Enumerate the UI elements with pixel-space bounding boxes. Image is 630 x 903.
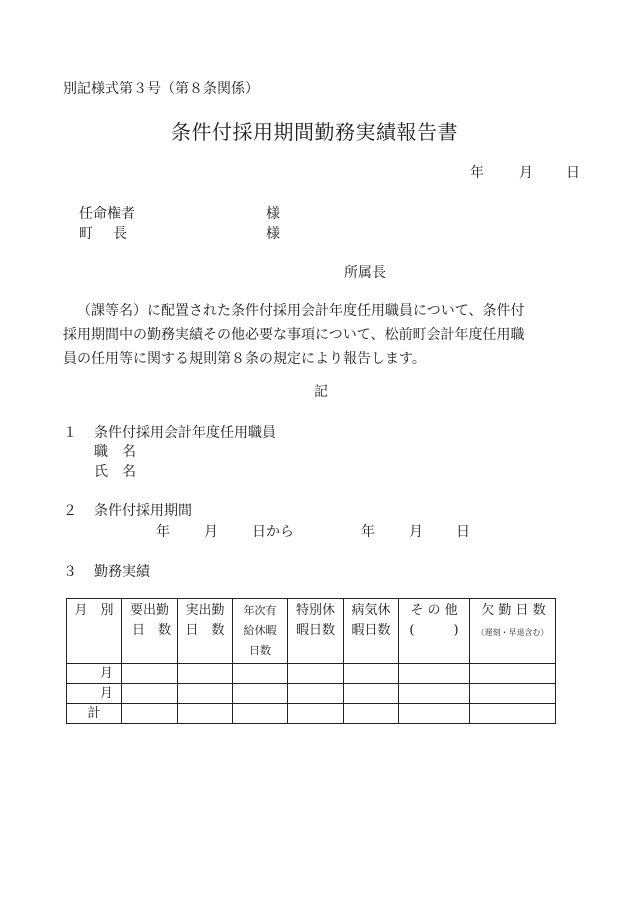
header-other-line1: そ の 他: [410, 603, 458, 618]
date-year-label: 年: [470, 165, 484, 181]
period-to-month: 月: [409, 524, 423, 540]
cell-special-leave: [288, 664, 344, 684]
cell-sick-leave: [344, 664, 399, 684]
section-3-heading: 勤務実績: [94, 564, 150, 580]
header-special-leave-line1: 特別休: [295, 603, 335, 618]
header-absence-line2: （遅刻・早退含む）: [476, 628, 549, 637]
header-required-days: [122, 599, 178, 664]
addressee-appointer: 任命権者: [79, 206, 135, 222]
row-total-label: 計: [67, 704, 122, 724]
cell-absence: [470, 704, 556, 724]
period-from-year: 年: [156, 524, 170, 540]
header-other: [399, 599, 470, 664]
header-actual-days-line1: 実出勤: [185, 603, 225, 618]
table-row: [67, 664, 556, 684]
period-to-day: 日: [456, 524, 470, 540]
section-1-number: １: [63, 425, 77, 441]
period-from-day: 日から: [252, 524, 294, 540]
header-annual-leave-line3: 日数: [249, 644, 271, 657]
cell-actual-days: [178, 684, 233, 704]
header-absence: [470, 599, 556, 664]
cell-actual-days: [178, 664, 233, 684]
cell-required-days: [122, 704, 178, 724]
period-to-year: 年: [361, 524, 375, 540]
cell-absence: [470, 684, 556, 704]
header-required-days-line1: 要出勤: [129, 603, 169, 618]
cell-special-leave: [288, 684, 344, 704]
cell-annual-leave: [233, 704, 288, 724]
section-3-number: ３: [63, 564, 77, 580]
page-title: 条件付採用期間勤務実績報告書: [171, 120, 458, 144]
work-record-table: [66, 598, 556, 724]
cell-other: [399, 704, 470, 724]
form-number: 別記様式第３号（第８条関係）: [63, 81, 259, 97]
section-1-heading: 条件付採用会計年度任用職員: [94, 425, 276, 441]
section-2-heading: 条件付採用期間: [94, 503, 192, 519]
header-sick-leave-line2: 暇日数: [351, 623, 391, 638]
cell-other: [399, 664, 470, 684]
cell-absence: [470, 664, 556, 684]
addressee-mayor-honorific: 様: [266, 226, 280, 242]
row-month-label: 月: [67, 664, 122, 684]
cell-sick-leave: [344, 684, 399, 704]
header-special-leave: [288, 599, 344, 664]
cell-sick-leave: [344, 704, 399, 724]
header-required-days-line2: 日 数: [131, 623, 171, 638]
date-month-label: 月: [519, 165, 533, 181]
cell-annual-leave: [233, 664, 288, 684]
header-sick-leave: [344, 599, 399, 664]
addressee-appointer-honorific: 様: [266, 206, 280, 222]
table-row: [67, 684, 556, 704]
cell-actual-days: [178, 704, 233, 724]
header-month: [67, 599, 122, 664]
cell-special-leave: [288, 704, 344, 724]
header-special-leave-line2: 暇日数: [295, 623, 335, 638]
name-label: 氏 名: [94, 464, 136, 480]
header-other-line2: ( ): [409, 623, 459, 638]
body-line: （課等名）に配置された条件付採用会計年度任用職員について、条件付: [77, 303, 525, 319]
period-from-month: 月: [204, 524, 218, 540]
body-line: 採用期間中の勤務実績その他必要な事項について、松前町会計年度任用職: [63, 327, 525, 343]
header-annual-leave-line1: 年次有: [243, 604, 277, 617]
header-month-label: 月 別: [74, 603, 114, 618]
body-paragraph: [63, 299, 583, 371]
cell-required-days: [122, 664, 178, 684]
header-absence-line1: 欠 勤 日 数: [481, 603, 546, 618]
date-day-label: 日: [566, 165, 580, 181]
cell-annual-leave: [233, 684, 288, 704]
cell-required-days: [122, 684, 178, 704]
section-2-number: ２: [63, 503, 77, 519]
ki-heading: 記: [314, 384, 328, 400]
header-actual-days: [178, 599, 233, 664]
cell-other: [399, 684, 470, 704]
position-label: 職 名: [94, 444, 136, 460]
addressee-mayor: 町 長: [79, 226, 130, 242]
sender-label: 所属長: [344, 265, 386, 281]
body-line: 員の任用等に関する規則第８条の規定により報告します。: [63, 351, 426, 367]
header-annual-leave: [233, 599, 288, 664]
header-actual-days-line2: 日 数: [185, 623, 225, 638]
header-sick-leave-line1: 病気休: [351, 603, 391, 618]
row-month-label: 月: [67, 684, 122, 704]
table-header-row: [67, 599, 556, 664]
table-total-row: [67, 704, 556, 724]
header-annual-leave-line2: 給休暇: [243, 624, 277, 637]
